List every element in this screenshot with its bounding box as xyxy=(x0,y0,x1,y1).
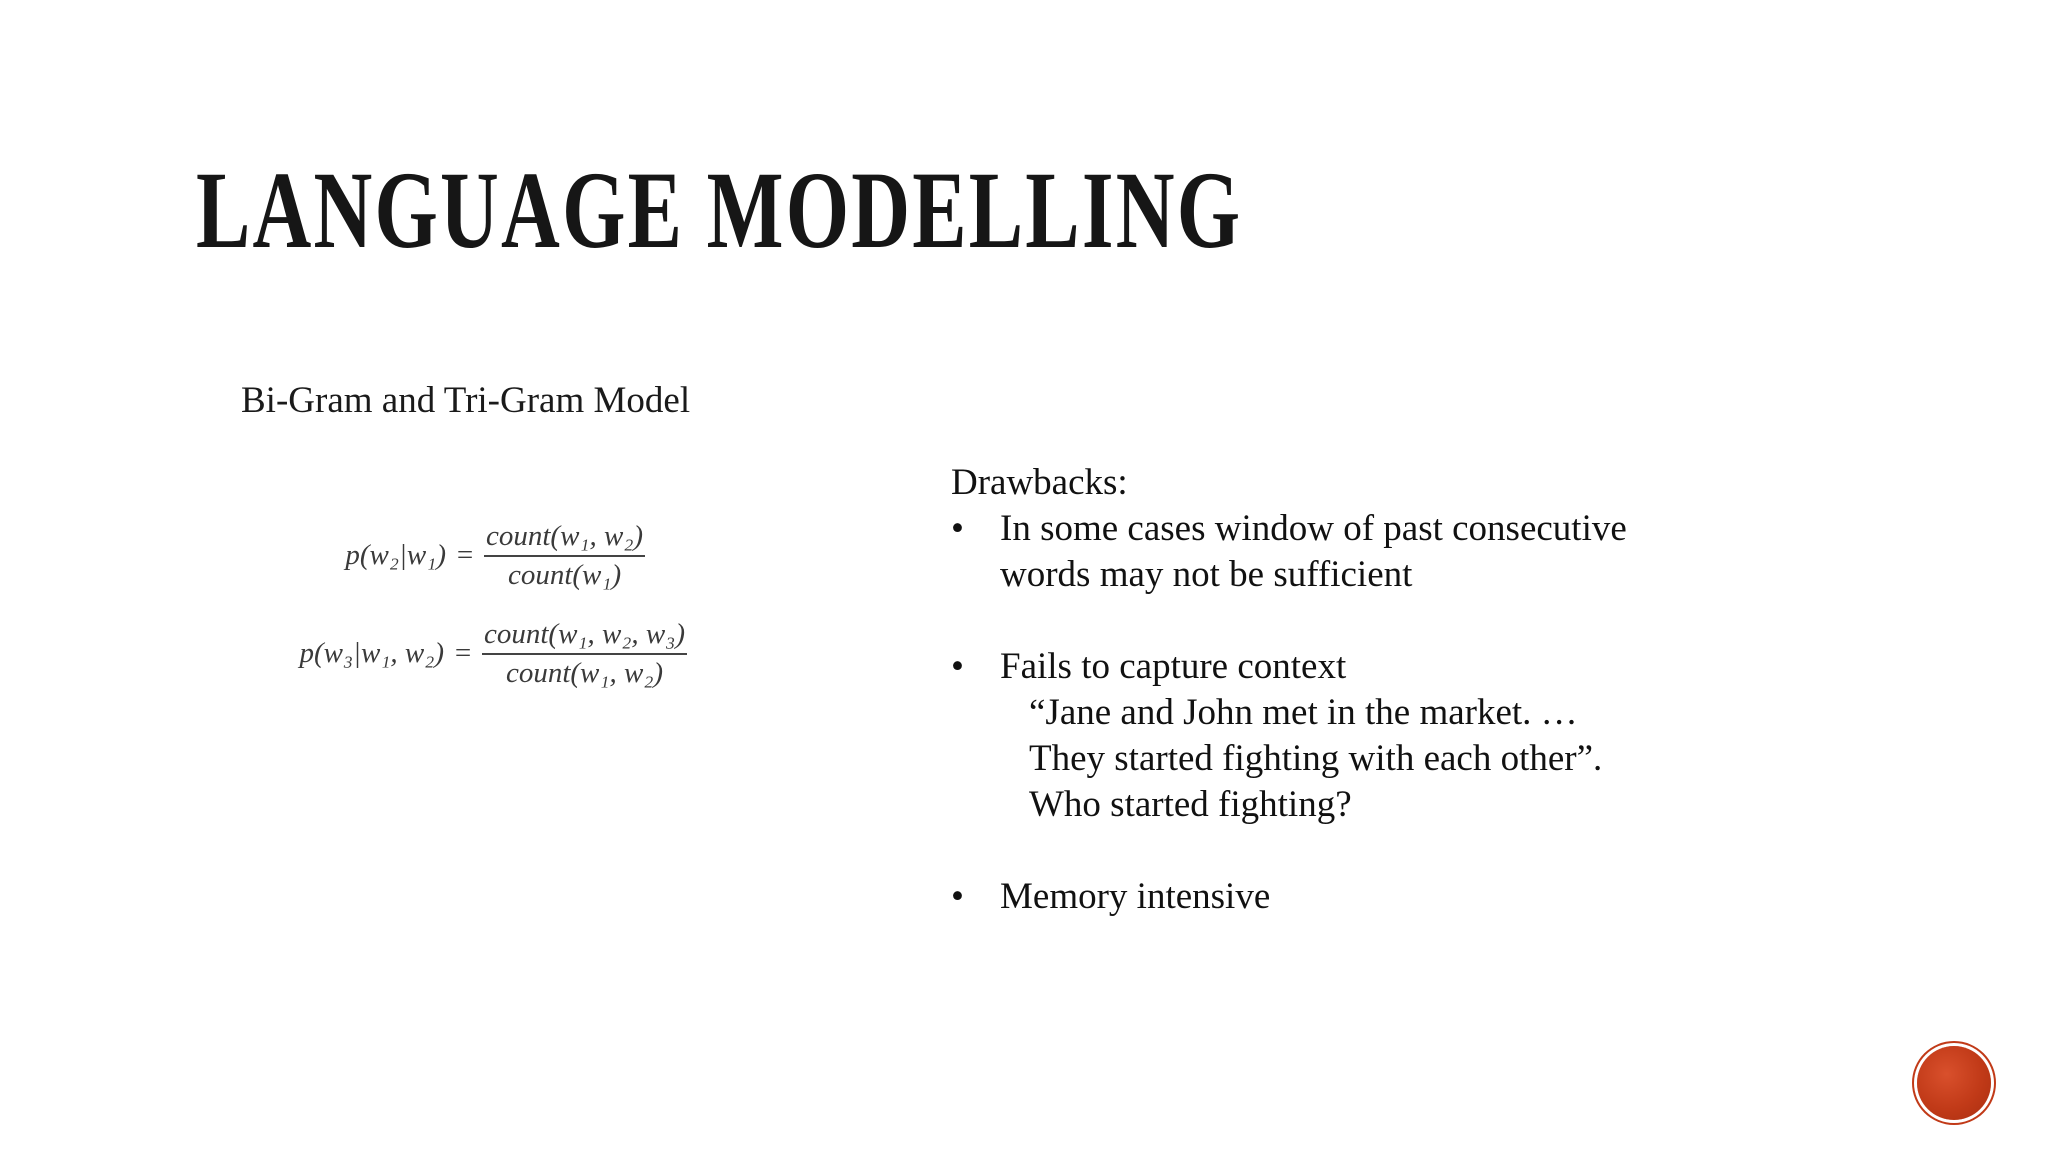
quote-line: They started fighting with each other”. xyxy=(1029,738,1603,779)
slide-subtitle: Bi-Gram and Tri-Gram Model xyxy=(241,380,691,421)
drawbacks-section xyxy=(951,460,1851,917)
bullet-icon: • xyxy=(951,508,964,549)
bigram-formula xyxy=(236,520,645,592)
quote-line: “Jane and John met in the market. … xyxy=(1029,692,1578,733)
trigram-lhs: p(w₃|w₁, w₂) xyxy=(299,637,444,670)
bigram-fraction xyxy=(484,520,645,592)
list-item-line: In some cases window of past consecutive xyxy=(1000,508,1627,549)
trigram-equals: = xyxy=(454,637,472,670)
bigram-numerator: count(w₁, w₂) xyxy=(486,520,644,552)
bullet-icon: • xyxy=(951,646,964,687)
trigram-numerator: count(w₁, w₂, w₃) xyxy=(484,618,686,650)
list-item-line: words may not be sufficient xyxy=(1000,554,1413,595)
slide-title: LANGUAGE MODELLING xyxy=(196,149,1243,271)
list-item-line: Fails to capture context xyxy=(1000,646,1347,687)
trigram-denominator: count(w₁, w₂) xyxy=(505,656,664,689)
ngram-formulas xyxy=(236,520,696,700)
red-circle-logo-icon xyxy=(1917,1046,1991,1120)
bigram-lhs: p(w₂|w₁) xyxy=(345,539,446,572)
trigram-formula xyxy=(236,618,687,690)
bigram-denominator: count(w₁) xyxy=(507,558,622,591)
list-item-line: Memory intensive xyxy=(1000,876,1271,917)
trigram-fraction xyxy=(482,618,687,690)
drawbacks-heading: Drawbacks: xyxy=(951,462,1128,503)
bullet-icon: • xyxy=(951,876,964,917)
bigram-equals: = xyxy=(456,539,474,572)
quote-line: Who started fighting? xyxy=(1029,784,1352,825)
